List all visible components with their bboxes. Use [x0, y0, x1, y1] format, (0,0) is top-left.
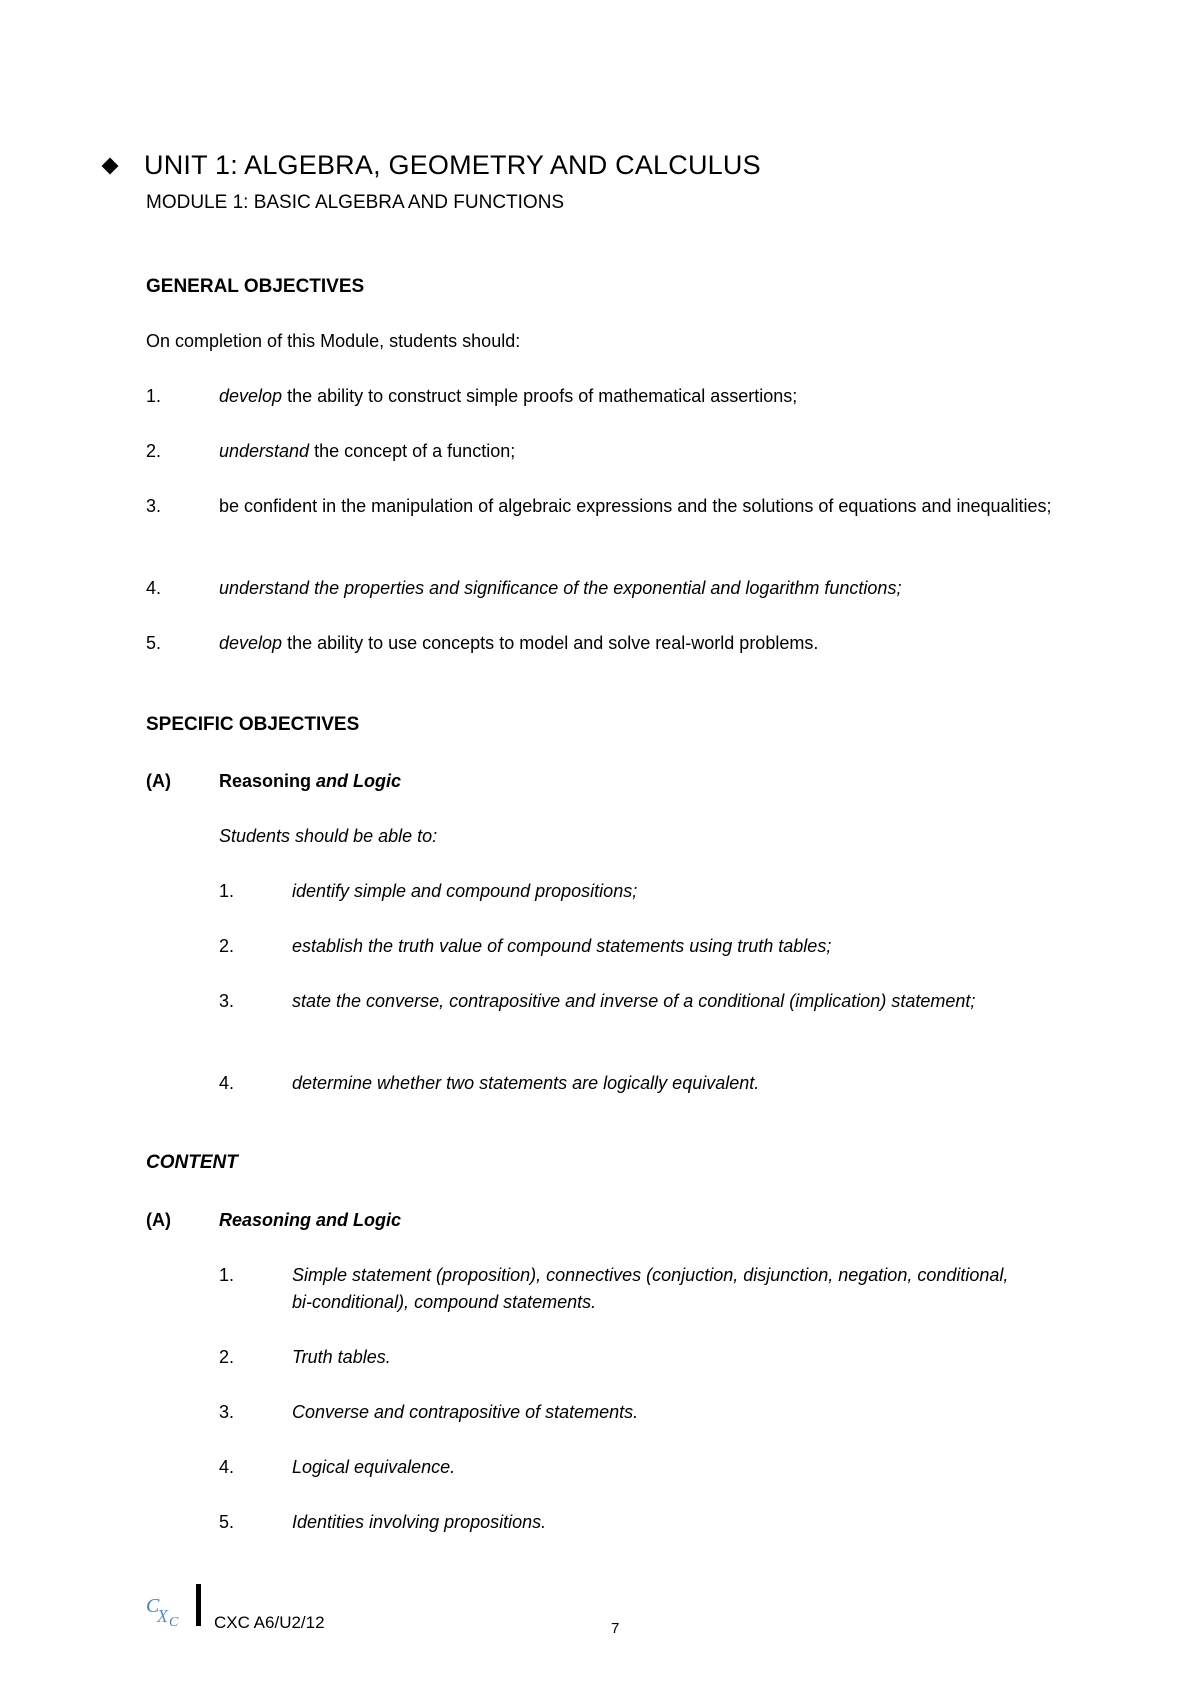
- item-number: 4.: [219, 1457, 235, 1477]
- content-list: [219, 1262, 1064, 1532]
- unit-title: UNIT 1: ALGEBRA, GEOMETRY AND CALCULUS: [144, 150, 761, 180]
- specific-objectives-list: [219, 878, 1064, 1108]
- item-text: [219, 630, 1064, 657]
- item-number: 3.: [219, 1402, 235, 1422]
- item-emphasis: understand the properties and significance of the exponential and logarithm functions;: [219, 578, 902, 598]
- item-text: [219, 383, 1064, 410]
- item-number: 4.: [219, 1073, 235, 1093]
- content-section-title: Reasoning and Logic: [219, 1210, 402, 1230]
- item-emphasis: understand: [219, 441, 310, 461]
- footer-code: CXC A6/U2/12: [214, 1613, 325, 1632]
- specific-section-label: (A): [146, 771, 171, 791]
- svg-text:X: X: [157, 1606, 168, 1626]
- item-rest: the ability to construct simple proofs of mathematical assertions;: [282, 386, 798, 406]
- general-objectives-list: [146, 383, 1066, 683]
- item-number: 2.: [146, 441, 162, 461]
- item-rest: be confident in the manipulation of algebraic expressions and the solutions of equations and inequalities;: [219, 496, 1052, 516]
- item-number: 2.: [219, 1347, 235, 1367]
- item-text: establish the truth value of compound statements using truth tables;: [292, 936, 832, 956]
- section-title-italic: and Logic: [316, 771, 402, 791]
- item-rest: the ability to use concepts to model and solve real-world problems.: [282, 633, 819, 653]
- item-number: 3.: [146, 496, 162, 516]
- unit-heading-row: [104, 150, 761, 181]
- content-section-label: (A): [146, 1210, 171, 1230]
- item-number: 5.: [219, 1512, 235, 1532]
- item-number: 1.: [146, 386, 162, 406]
- footer-divider: [196, 1584, 201, 1626]
- specific-section-title: [219, 768, 401, 795]
- item-text: identify simple and compound propositions;: [292, 881, 638, 901]
- item-text: Identities involving propositions.: [292, 1512, 547, 1532]
- content-heading: CONTENT: [146, 1152, 238, 1173]
- item-number: 3.: [219, 991, 235, 1011]
- item-text: [219, 575, 1064, 602]
- item-text: Truth tables.: [292, 1347, 391, 1367]
- item-number: 5.: [146, 633, 162, 653]
- item-text: Simple statement (proposition), connectives (conjuction, disjunction, negation, conditional, bi-conditional), compound statements.: [292, 1265, 1009, 1312]
- svg-text:C: C: [146, 1595, 160, 1617]
- item-rest: the concept of a function;: [309, 441, 516, 461]
- specific-objectives-heading: SPECIFIC OBJECTIVES: [146, 714, 360, 735]
- svg-text:C: C: [169, 1615, 179, 1628]
- specific-lead: Students should be able to:: [219, 826, 438, 846]
- item-text: [219, 493, 1064, 520]
- item-text: determine whether two statements are logically equivalent.: [292, 1073, 760, 1093]
- item-number: 4.: [146, 578, 162, 598]
- item-number: 2.: [219, 936, 235, 956]
- item-text: Logical equivalence.: [292, 1457, 456, 1477]
- cxc-logo: [145, 1592, 187, 1628]
- general-objectives-heading: GENERAL OBJECTIVES: [146, 276, 365, 297]
- item-text: state the converse, contrapositive and inverse of a conditional (implication) statement;: [292, 991, 976, 1011]
- item-number: 1.: [219, 1265, 235, 1285]
- module-title: MODULE 1: BASIC ALGEBRA AND FUNCTIONS: [146, 192, 565, 213]
- item-text: [219, 438, 1064, 465]
- item-number: 1.: [219, 881, 235, 901]
- item-text: Converse and contrapositive of statements.: [292, 1402, 639, 1422]
- item-emphasis: develop: [219, 633, 283, 653]
- section-title-bold: Reasoning: [219, 771, 317, 791]
- page-number: 7: [611, 1620, 620, 1637]
- general-intro: On completion of this Module, students should:: [146, 331, 521, 351]
- diamond-bullet-icon: [102, 157, 119, 174]
- item-emphasis: develop: [219, 386, 283, 406]
